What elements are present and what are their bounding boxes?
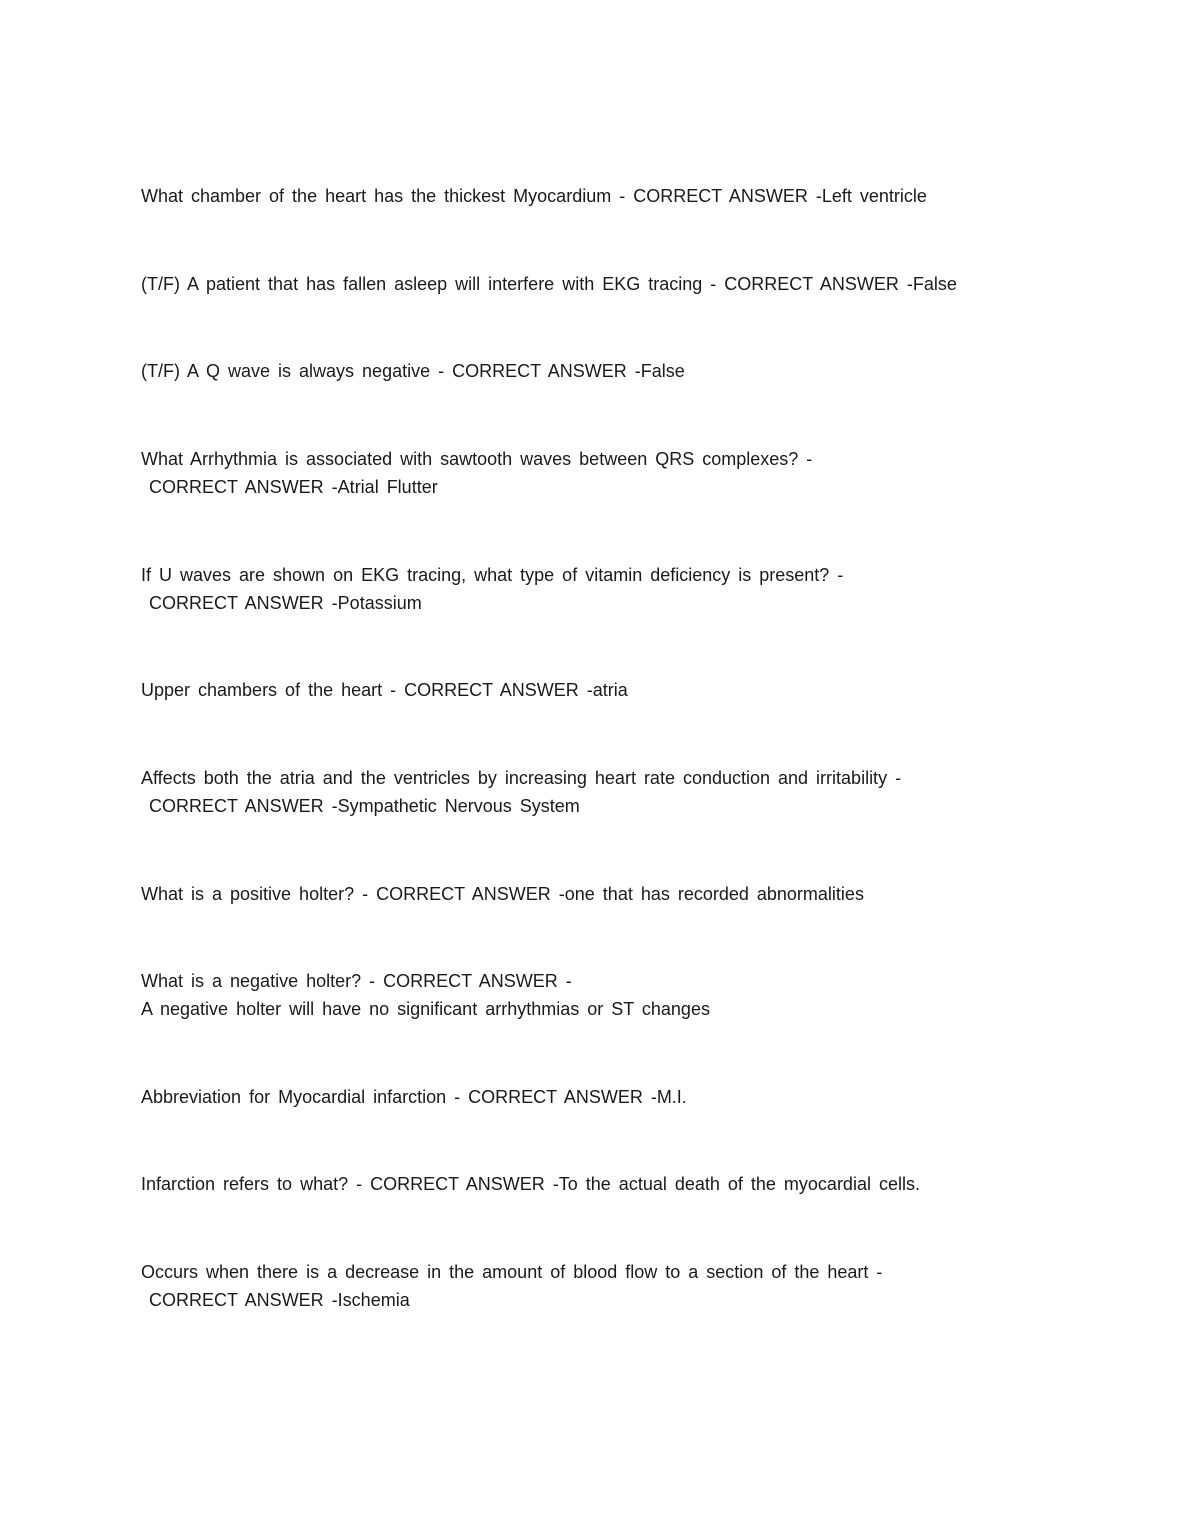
qa-entry bbox=[141, 1258, 1041, 1314]
question-line: What is a negative holter? - CORRECT ANSWER - bbox=[141, 971, 572, 991]
question-line: Upper chambers of the heart - CORRECT ANSWER -atria bbox=[141, 680, 628, 700]
answer-line: CORRECT ANSWER -Sympathetic Nervous System bbox=[149, 796, 580, 816]
qa-entry bbox=[141, 676, 1041, 704]
qa-entry bbox=[141, 1170, 1041, 1198]
question-line: (T/F) A patient that has fallen asleep will interfere with EKG tracing - CORRECT ANSWER -False bbox=[141, 274, 957, 294]
question-line: Infarction refers to what? - CORRECT ANSWER -To the actual death of the myocardial cells. bbox=[141, 1174, 920, 1194]
question-line: Affects both the atria and the ventricles by increasing heart rate conduction and irritability - bbox=[141, 768, 902, 788]
answer-line: A negative holter will have no significant arrhythmias or ST changes bbox=[141, 999, 710, 1019]
answer-line: CORRECT ANSWER -Ischemia bbox=[149, 1290, 410, 1310]
answer-line: CORRECT ANSWER -Potassium bbox=[149, 593, 422, 613]
question-line: (T/F) A Q wave is always negative - CORRECT ANSWER -False bbox=[141, 361, 685, 381]
answer-line: CORRECT ANSWER -Atrial Flutter bbox=[149, 477, 438, 497]
qa-entry bbox=[141, 764, 1041, 820]
qa-entry bbox=[141, 967, 1041, 1023]
question-line: Occurs when there is a decrease in the amount of blood flow to a section of the heart - bbox=[141, 1262, 883, 1282]
question-line: What Arrhythmia is associated with sawtooth waves between QRS complexes? - bbox=[141, 449, 813, 469]
question-line: If U waves are shown on EKG tracing, what type of vitamin deficiency is present? - bbox=[141, 565, 844, 585]
question-line: Abbreviation for Myocardial infarction - CORRECT ANSWER -M.I. bbox=[141, 1087, 687, 1107]
qa-entry bbox=[141, 561, 1041, 617]
qa-entry bbox=[141, 357, 1041, 385]
qa-entry bbox=[141, 880, 1041, 908]
qa-entry bbox=[141, 182, 1041, 210]
qa-entry bbox=[141, 270, 1041, 298]
qa-entry bbox=[141, 445, 1041, 501]
qa-entry bbox=[141, 1083, 1041, 1111]
question-line: What chamber of the heart has the thickest Myocardium - CORRECT ANSWER -Left ventricle bbox=[141, 186, 927, 206]
question-line: What is a positive holter? - CORRECT ANSWER -one that has recorded abnormalities bbox=[141, 884, 864, 904]
